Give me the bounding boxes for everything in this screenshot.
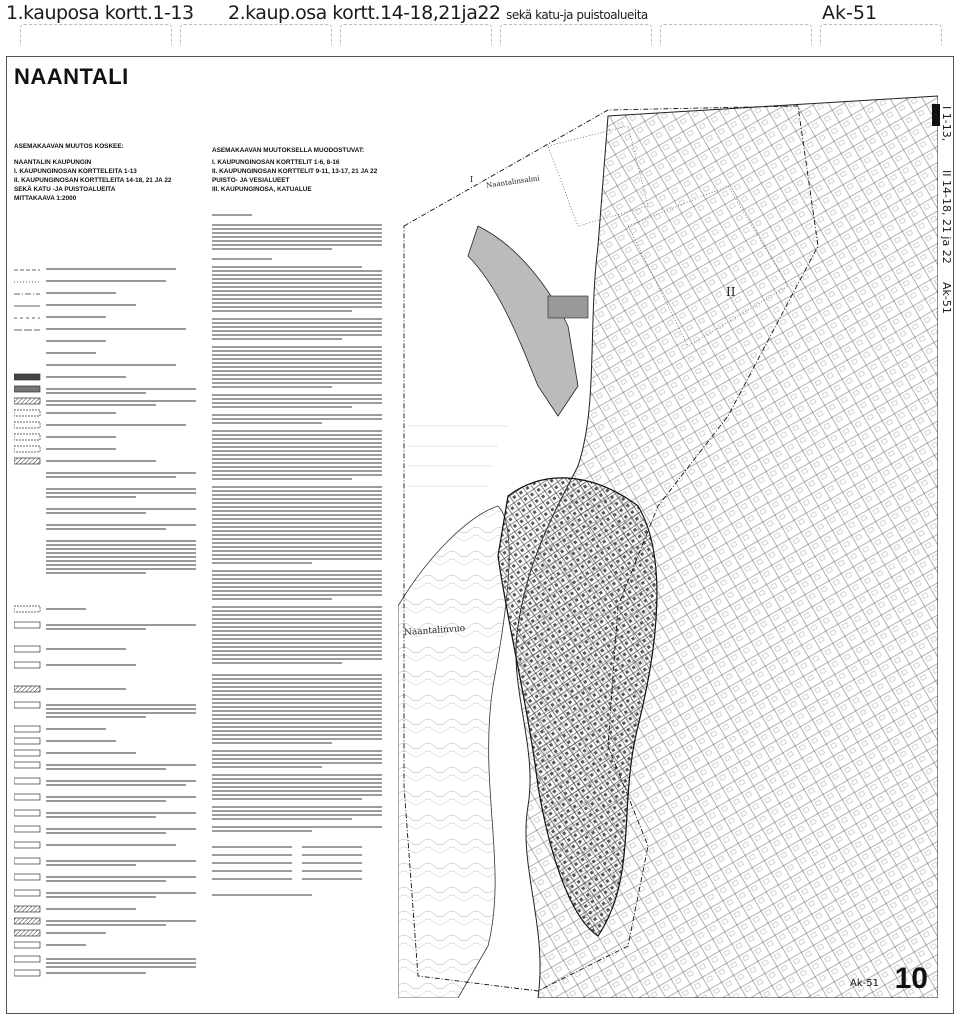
legend-graphics	[14, 262, 204, 992]
new-line-3: III. KAUPUNGINOSA, KATUALUE	[212, 186, 312, 193]
new-line-1: II. KAUPUNGINOSAN KORTTELIT 9-11, 13-17, 21 JA 22	[212, 168, 378, 175]
map-label-naantalinvuo: Naantalinvuo	[403, 623, 466, 639]
regulations-column	[212, 214, 402, 904]
regulations-text-lines	[212, 214, 402, 904]
title-line-0: NAANTALIN KAUPUNGIN	[14, 159, 92, 166]
title-line-2: II. KAUPUNGINOSAN KORTTELEITA 14-18, 21 JA 22	[14, 177, 172, 184]
map-label-naantalinsalmi: Naantalinsalmi	[485, 174, 541, 190]
title-line-1: I. KAUPUNGINOSAN KORTTELEITA 1-13	[14, 168, 137, 175]
corner-code: Ak-51	[850, 978, 879, 989]
sheet-number: 10	[894, 962, 928, 995]
city-title: NAANTALI	[14, 64, 129, 89]
folder-tab-1	[20, 24, 172, 45]
side-tag-mid: II 14-18, 21 ja 22	[940, 170, 953, 264]
folder-tab-6	[820, 24, 942, 45]
building-block	[548, 296, 588, 318]
folder-tab-4	[500, 24, 652, 45]
west-headland	[398, 506, 509, 998]
new-line-0: I. KAUPUNGINOSAN KORTTELIT 1-6, 8-16	[212, 159, 340, 166]
side-tag-top: I 1-13,	[940, 106, 953, 142]
handwritten-mid-label	[228, 2, 648, 24]
water-shading	[408, 426, 508, 486]
plan-map	[398, 86, 938, 998]
folder-tab-2	[180, 24, 332, 45]
roman-numeral-I: I	[470, 175, 474, 184]
handwritten-code: Ak-51	[822, 2, 878, 24]
handwritten-mid-suffix: sekä katu-ja puistoalueita	[506, 8, 648, 22]
plan-map-drawing	[398, 86, 938, 998]
legend-column	[14, 262, 204, 992]
title-subtitle: ASEMAKAAVAN MUUTOS KOSKEE:	[14, 143, 124, 150]
handwritten-mid-main: 2.kaup.osa kortt.14-18,21ja22	[228, 2, 501, 24]
new-line-2: PUISTO- JA VESIALUEET	[212, 177, 290, 184]
edge-marker-bar	[932, 104, 940, 126]
harbor-pier	[468, 226, 578, 416]
title-line-4: MITTAKAAVA 1:2000	[14, 195, 77, 202]
handwritten-left-label: 1.kauposa kortt.1-13	[6, 2, 194, 24]
roman-numeral-II: II	[726, 285, 736, 299]
side-tag-ak: Ak-51	[940, 282, 953, 314]
title-line-3: SEKÄ KATU -JA PUISTOALUEITA	[14, 186, 116, 193]
new-heading: ASEMAKAAVAN MUUTOKSELLA MUODOSTUVAT:	[212, 147, 365, 154]
folder-tab-3	[340, 24, 492, 45]
folder-tab-5	[660, 24, 812, 45]
